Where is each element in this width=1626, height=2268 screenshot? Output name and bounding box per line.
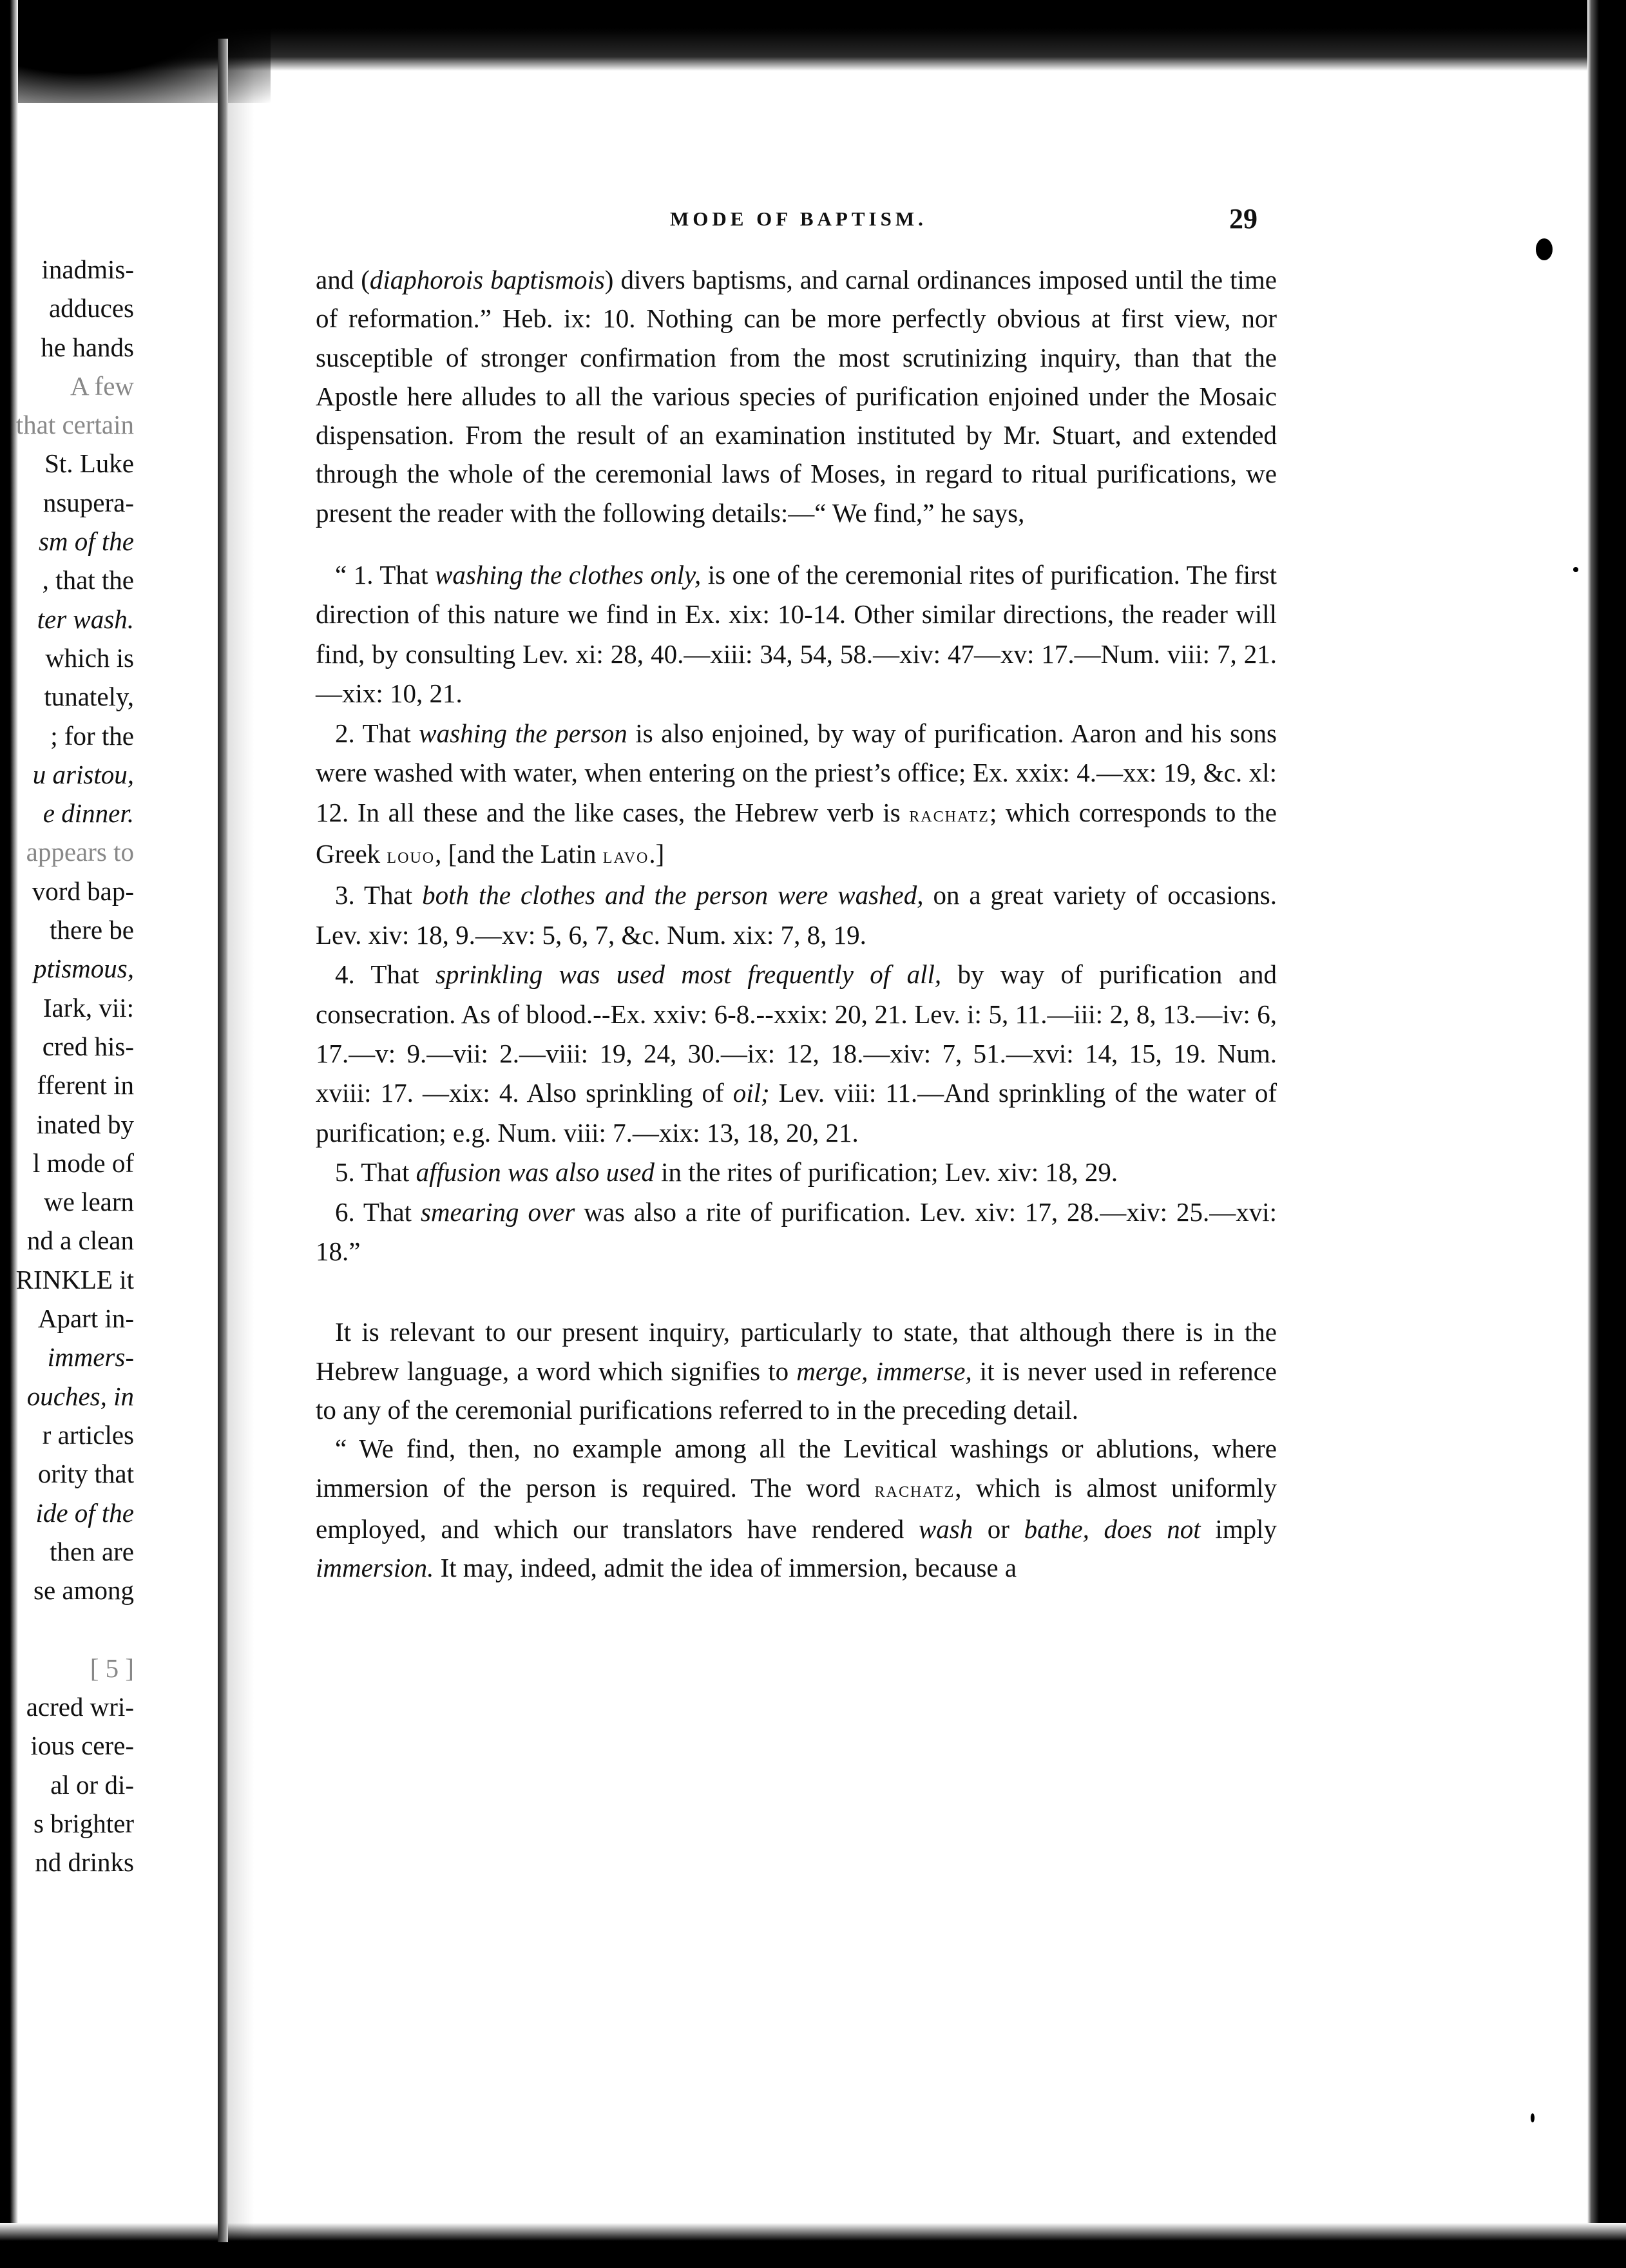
left-fragment-line: adduces bbox=[48, 293, 134, 323]
text-run: “ We find, then, no example among all the Levitical washings or ablutions, where immersion of the person is required. The word bbox=[316, 1434, 1277, 1503]
latin-term: lavo bbox=[602, 843, 649, 868]
left-fragment-line: ious cere- bbox=[30, 1731, 134, 1761]
left-fragment-line: RINKLE it bbox=[15, 1264, 134, 1294]
text-run: 5. That bbox=[335, 1157, 416, 1187]
emphasis: merge, immerse, bbox=[796, 1356, 972, 1386]
list-item-3 bbox=[316, 876, 1277, 955]
intro-paragraph bbox=[316, 260, 1277, 532]
list-item-1 bbox=[316, 555, 1277, 714]
left-fragment-line: inadmis- bbox=[41, 255, 134, 284]
left-fragment-line: se among bbox=[33, 1575, 134, 1606]
hebrew-term: rachatz bbox=[874, 1477, 955, 1502]
text-run: 4. That bbox=[335, 959, 435, 990]
left-fragment-line: appears to bbox=[26, 837, 134, 867]
left-page-fragment bbox=[0, 250, 134, 1881]
text-run: in the rites of purification; Lev. xiv: 18, 29. bbox=[654, 1157, 1118, 1187]
text-run: 6. That bbox=[335, 1196, 421, 1227]
text-run: , [and the Latin bbox=[435, 838, 603, 869]
text-run: .] bbox=[649, 838, 665, 869]
left-fragment-line bbox=[0, 1610, 134, 1648]
gutter-shadow bbox=[228, 39, 254, 2242]
ink-speck bbox=[1531, 2113, 1535, 2122]
closing-paragraph-1 bbox=[316, 1312, 1277, 1429]
text-run: on a great variety of occasions. Lev. xiv: 18, 9.—xv: 5, 6, 7, &c. Num. xix: 7, 8, 19. bbox=[316, 880, 1277, 950]
left-fragment-line: nsupera- bbox=[43, 487, 134, 517]
left-fragment-line: e dinner. bbox=[43, 798, 134, 829]
text-run: imply bbox=[1200, 1514, 1277, 1544]
emphasis: both the clothes and the person were washed, bbox=[422, 880, 924, 910]
ink-speck bbox=[1536, 238, 1553, 260]
left-fragment-line: fferent in bbox=[37, 1070, 134, 1100]
text-run: and ( bbox=[316, 265, 370, 294]
scan-border-right bbox=[1587, 0, 1626, 2268]
left-fragment-line: which is bbox=[45, 642, 134, 673]
emphasis: sprinkling was used most frequently of all, bbox=[435, 959, 942, 990]
text-run: It may, indeed, admit the idea of immersion, because a bbox=[434, 1553, 1017, 1583]
running-head: MODE OF BAPTISM. bbox=[670, 207, 927, 230]
left-fragment-line: ; for the bbox=[50, 720, 134, 751]
ink-speck bbox=[1573, 567, 1578, 572]
left-fragment-line: ouches, in bbox=[26, 1381, 134, 1411]
left-fragment-line: , that the bbox=[42, 565, 134, 595]
left-fragment-line: inated by bbox=[36, 1109, 134, 1139]
left-fragment-line: nd a clean bbox=[26, 1225, 134, 1256]
text-run: 3. That bbox=[335, 880, 423, 910]
list-item-2 bbox=[316, 714, 1277, 876]
emphasis: washing the person bbox=[419, 718, 627, 748]
left-fragment-line: Apart in- bbox=[37, 1303, 134, 1334]
left-fragment-line: nd drinks bbox=[35, 1847, 134, 1878]
left-fragment-line: u aristou, bbox=[32, 759, 134, 789]
book-gutter bbox=[218, 39, 228, 2242]
text-run: “ 1. That bbox=[335, 560, 435, 590]
left-fragment-line: vord bap- bbox=[32, 876, 134, 906]
left-fragment-line: ptismous, bbox=[33, 954, 134, 984]
left-fragment-line: tunately, bbox=[44, 682, 134, 712]
list-item-4 bbox=[316, 955, 1277, 1153]
left-fragment-line: then are bbox=[50, 1536, 134, 1566]
emphasis: oil; bbox=[732, 1078, 770, 1108]
list-item-6 bbox=[316, 1193, 1277, 1272]
text-run: is also enjoined, by way of purification. Aaron and his sons were washed with water, when entering on the priest’s office; Ex. xxix: 4.—xx: 19, &c. xl: 12. In all these and the like cases, the Hebrew verb is bbox=[316, 718, 1277, 827]
left-fragment-line: l mode of bbox=[32, 1148, 134, 1178]
left-fragment-line: al or di- bbox=[50, 1769, 134, 1800]
page-number: 29 bbox=[1229, 203, 1258, 235]
text-run: ) divers baptisms, and carnal ordinances imposed until the time of reformation.” Heb. ix: 10. Nothing can be more perfectly obvious at first view, nor susceptible of stronger confirmation from the most scrutinizing inquiry, than that the Apostle here alludes to all the various species of purification enjoined under the Mosaic dispensation. From the result of an examination instituted by Mr. Stuart, and extended through the whole of the ceremonial laws of Moses, in regard to ritual purifications, we present the reader with the following details:—“ We find,” he says, bbox=[316, 265, 1277, 528]
list-item-5 bbox=[316, 1153, 1277, 1192]
emphasis: bathe, does not bbox=[1024, 1514, 1201, 1544]
left-fragment-line: Iark, vii: bbox=[43, 992, 134, 1023]
left-fragment-line: immers- bbox=[47, 1342, 134, 1372]
closing-paragraph-2 bbox=[316, 1429, 1277, 1587]
left-fragment-line: r articles bbox=[42, 1419, 134, 1450]
left-fragment-line: there be bbox=[50, 915, 134, 945]
left-fragment-line: [ 5 ] bbox=[90, 1653, 134, 1683]
hebrew-term: rachatz bbox=[909, 802, 990, 827]
left-fragment-line: St. Luke bbox=[44, 448, 134, 479]
text-run: Lev. viii: 11.—And sprinkling of the water of purification; e.g. Num. viii: 7.—xix: 13, 18, 20, 21. bbox=[316, 1078, 1277, 1148]
left-fragment-line: A few bbox=[70, 370, 134, 401]
greek-term: diaphorois baptismois bbox=[369, 265, 605, 294]
left-fragment-line: s brighter bbox=[33, 1808, 134, 1838]
left-fragment-line: sm of the bbox=[38, 526, 134, 557]
emphasis: wash bbox=[918, 1514, 973, 1544]
text-run: by way of purification and consecration. As of blood.--Ex. xxiv: 6-8.--xxix: 20, 21. Lev. i: 5, 11.—iii: 2, 8, 13.—iv: 6, 17.—v: 9.—vii: 2.—viii: 19, 24, 30.—ix: 12, 18.—xiv: 7, 51.—xvi: 14, 15, 19. Num. xviii: 17. —xix: 4. Also sprinkling of bbox=[316, 959, 1277, 1108]
emphasis: washing the clothes only, bbox=[435, 560, 702, 590]
page-body bbox=[316, 260, 1277, 1587]
left-fragment-line: he hands bbox=[41, 332, 134, 362]
text-run: It is relevant to our present inquiry, particularly to state, that although there is in the Hebrew language, a word which signifies to bbox=[316, 1317, 1277, 1386]
left-fragment-line: ority that bbox=[37, 1459, 134, 1489]
emphasis: smearing over bbox=[420, 1196, 575, 1227]
emphasis: immersion. bbox=[316, 1553, 434, 1583]
greek-term: louo bbox=[387, 843, 435, 868]
left-fragment-line: ide of the bbox=[35, 1497, 134, 1528]
text-run: is one of the ceremonial rites of purification. The first direction of this nature we find in Ex. xix: 10-14. Other similar directions, the reader will find, by consulting Lev. xi: 28, 40.—xiii: 34, 54, 58.—xiv: 47—xv: 17.—Num. viii: 7, 21.—xix: 10, 21. bbox=[316, 560, 1277, 709]
emphasis: affusion was also used bbox=[416, 1157, 655, 1187]
left-fragment-line: we learn bbox=[44, 1187, 134, 1217]
text-run: or bbox=[973, 1514, 1024, 1544]
left-fragment-line: acred wri- bbox=[26, 1691, 134, 1722]
text-run: ; which corresponds to the Greek bbox=[316, 797, 1277, 869]
text-run: , which is almost uniformly employed, and which our translators have rendered bbox=[316, 1472, 1277, 1544]
text-run: was also a rite of purification. Lev. xiv: 17, 28.—xiv: 25.—xvi: 18.” bbox=[316, 1196, 1277, 1266]
text-run: it is never used in reference to any of the ceremonial purifications referred to in the preceding detail. bbox=[316, 1356, 1277, 1425]
left-fragment-line: cred his- bbox=[42, 1031, 134, 1061]
left-fragment-line: that certain bbox=[15, 410, 134, 440]
left-fragment-line: ter wash. bbox=[37, 604, 134, 634]
text-run: 2. That bbox=[335, 718, 419, 748]
